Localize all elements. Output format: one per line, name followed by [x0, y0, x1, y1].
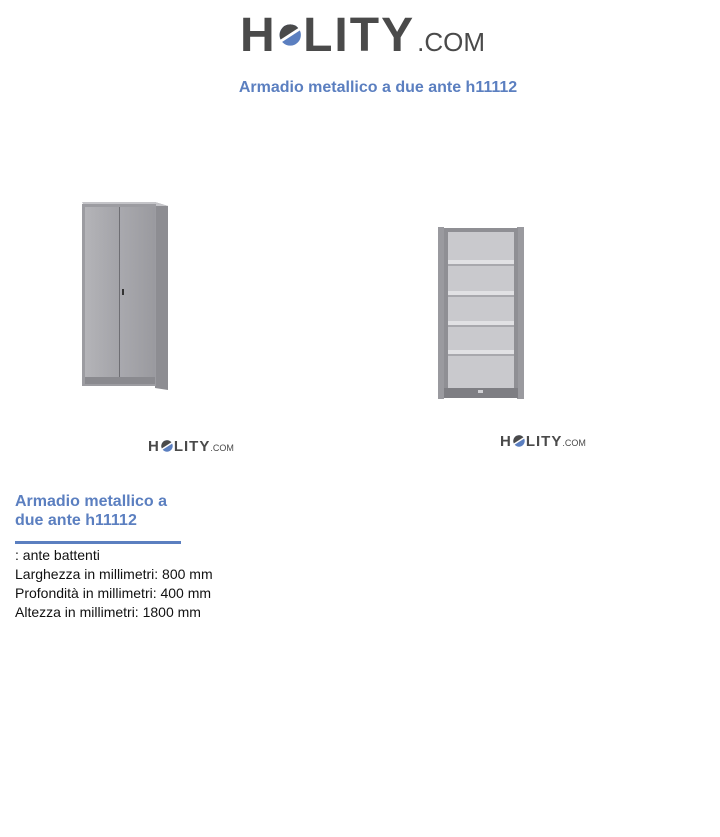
spec-width: Larghezza in millimetri: 800 mm [15, 566, 213, 582]
product-photo-open[interactable] [370, 120, 720, 470]
spec-depth: Profondità in millimetri: 400 mm [15, 585, 212, 601]
spec-opening-type: : ante battenti [15, 547, 100, 563]
logo-suffix: .COM [417, 27, 485, 57]
heading-divider [15, 541, 181, 544]
product-photo-closed[interactable] [0, 120, 350, 470]
watermark-left: H LITY .COM [148, 438, 234, 455]
closed-cabinet-image [0, 120, 350, 470]
logo-letters-lity: LITY [303, 9, 416, 62]
page-title: Armadio metallico a due ante h11112 [238, 79, 518, 96]
logo-letter-h: H [240, 9, 277, 62]
holity-logo[interactable] [240, 10, 485, 70]
spec-height: Altezza in millimetri: 1800 mm [15, 604, 201, 620]
logo-o-mark-icon [279, 15, 301, 55]
watermark-o-mark-icon [161, 440, 173, 452]
open-cabinet-shelves-image [370, 120, 720, 470]
product-specs [15, 546, 213, 622]
watermark-o-mark-icon [513, 435, 525, 447]
watermark-right: H LITY .COM [500, 433, 586, 450]
product-name-heading: Armadio metallico a due ante h11112 [15, 493, 168, 529]
